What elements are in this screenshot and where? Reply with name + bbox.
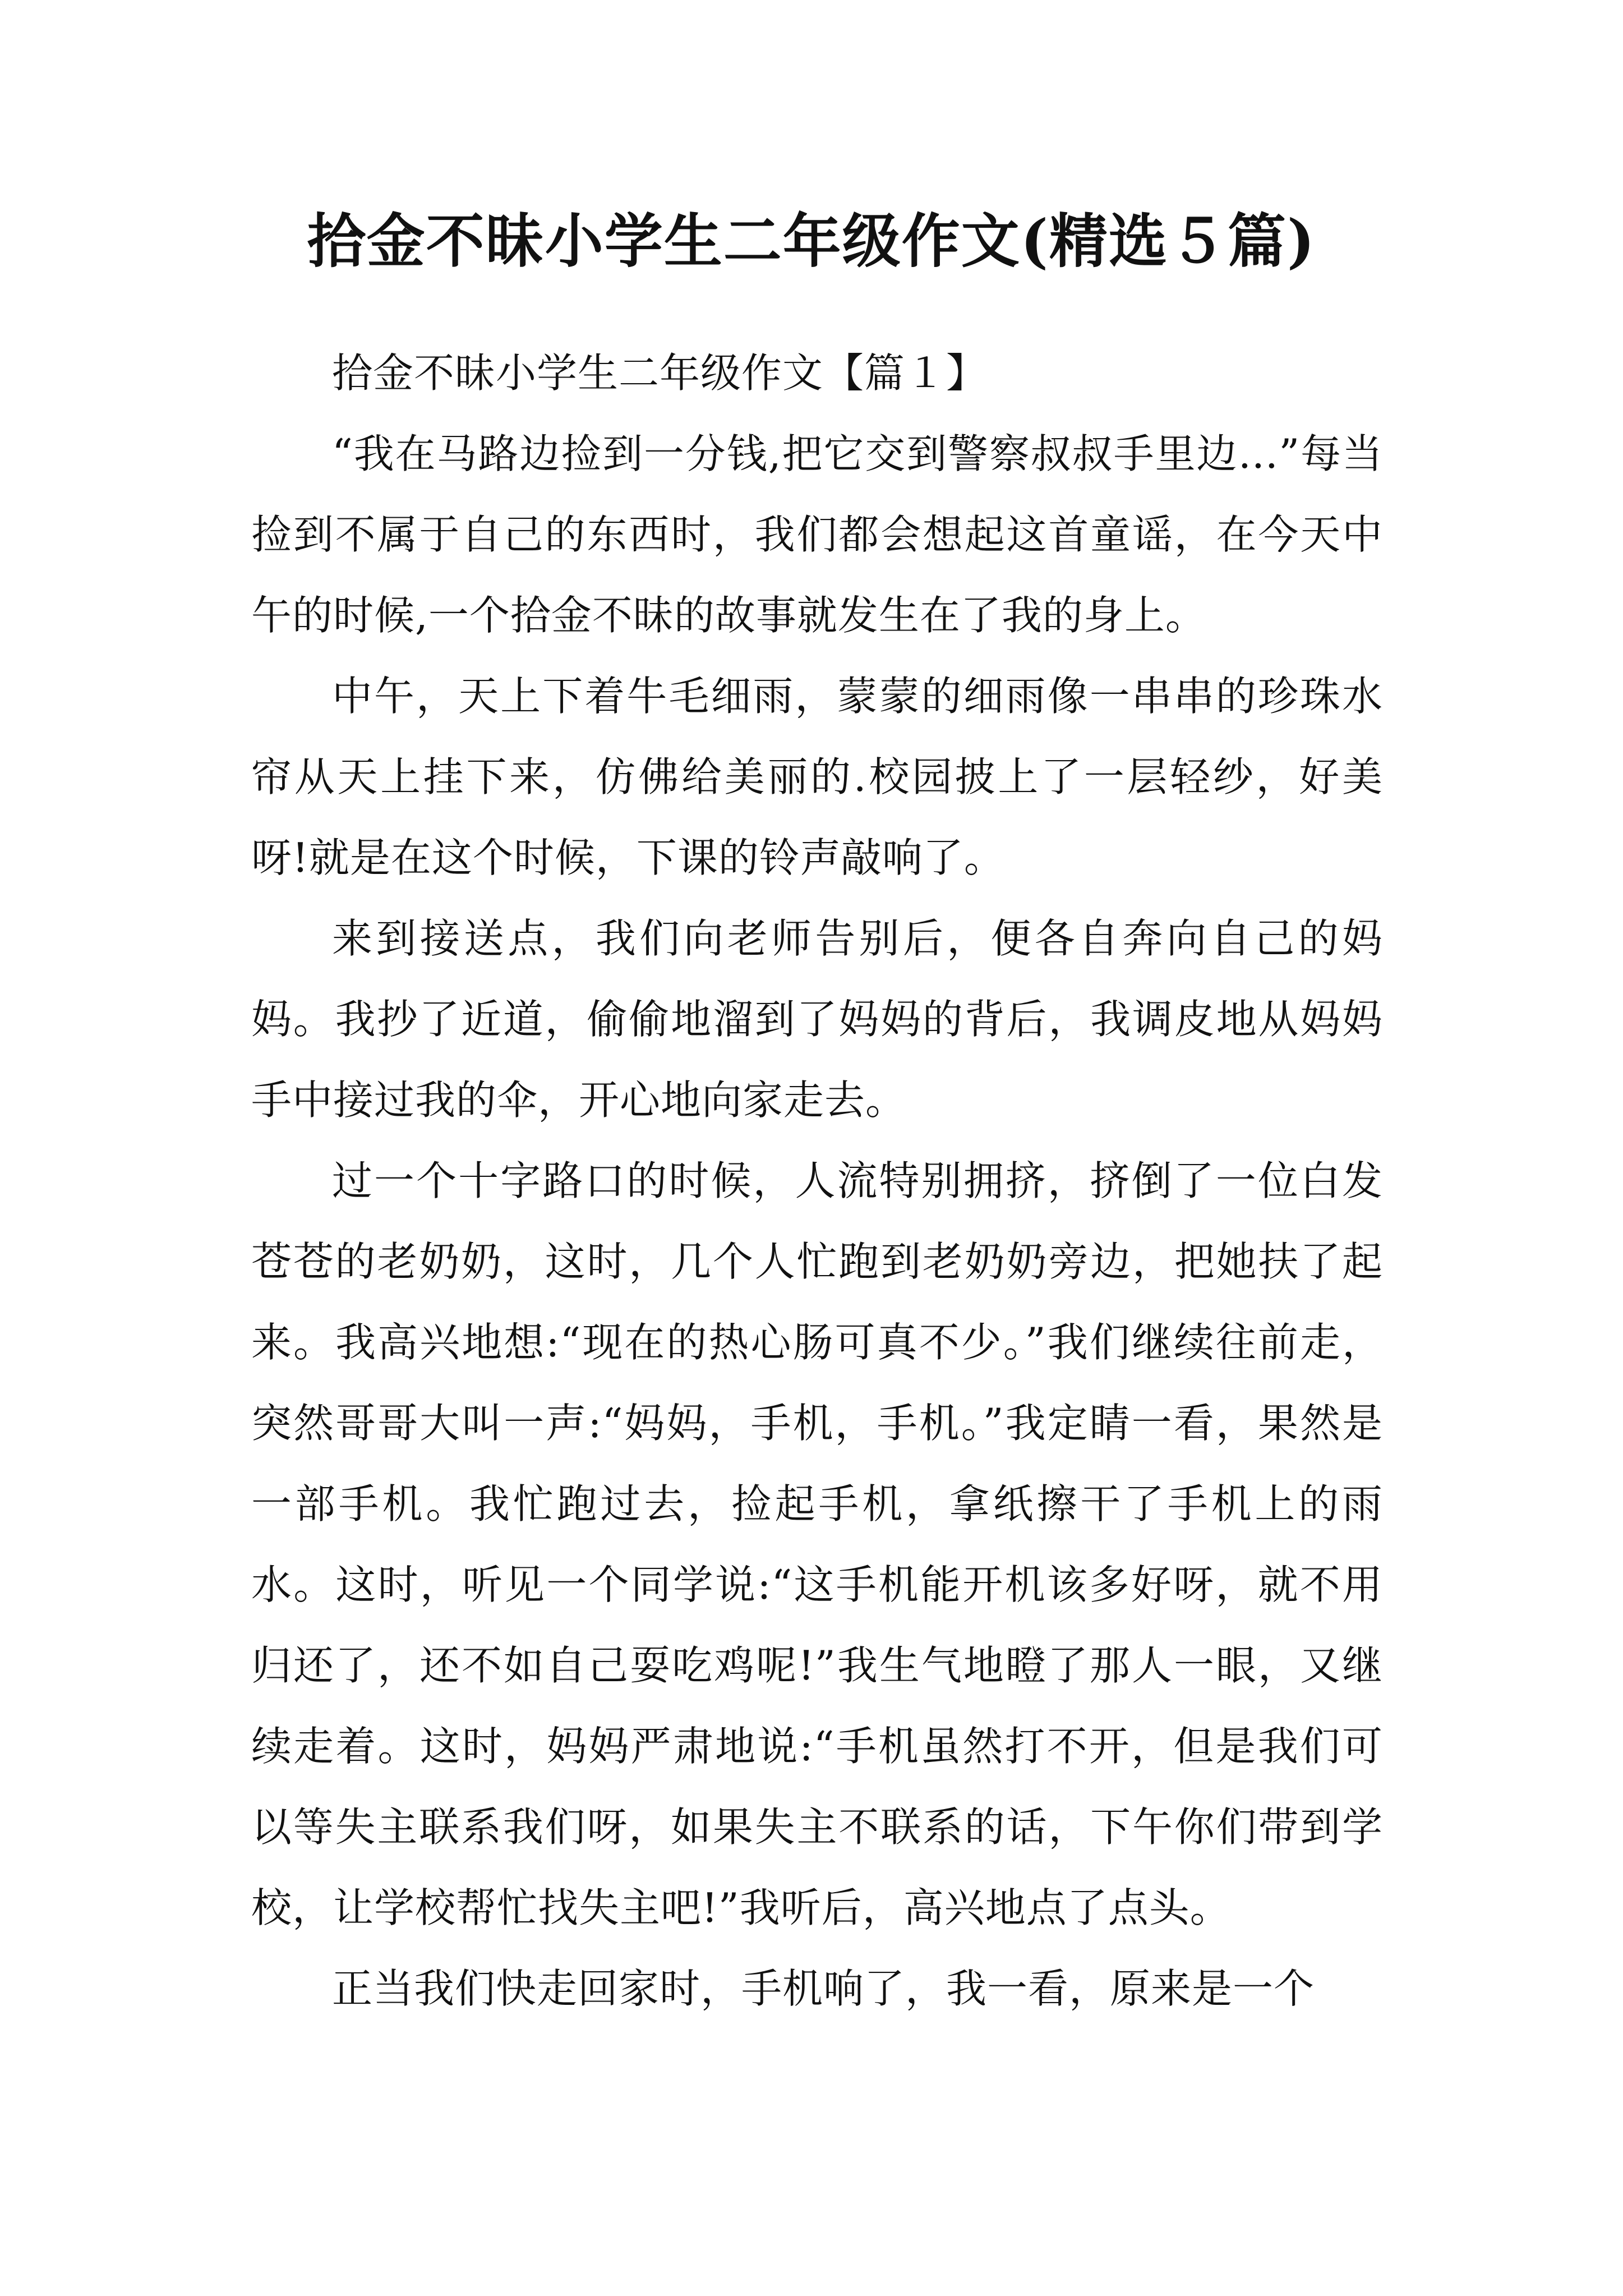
paragraph: “我在马路边捡到一分钱,把它交到警察叔叔手里边…”每当捡到不属于自己的东西时，我们都会想起这首童谣，在今天中午的时候,一个拾金不昧的故事就发生在了我的身上。: [251, 430, 1383, 639]
paragraph: 正当我们快走回家时，手机响了，我一看，原来是一个: [332, 1965, 1315, 2012]
paragraph: 中午，天上下着牛毛细雨，蒙蒙的细雨像一串串的珍珠水帘从天上挂下来，仿佛给美丽的.校园披上了一层轻纱，好美呀!就是在这个时候，下课的铃声敲响了。: [251, 673, 1383, 881]
document-title: 拾金不昧小学生二年级作文(精选５篇): [307, 206, 1316, 275]
section-heading: 拾金不昧小学生二年级作文【篇１】: [332, 349, 988, 397]
document-body: [251, 333, 1383, 2029]
paragraph: 过一个十字路口的时候，人流特别拥挤，挤倒了一位白发苍苍的老奶奶，这时，几个人忙跑到老奶奶旁边，把她扶了起来。我高兴地想:“现在的热心肠可真不少。”我们继续往前走，突然哥哥大叫一声:“妈妈，手机，手机。”我定睛一看，果然是一部手机。我忙跑过去，捡起手机，拿纸擦干了手机上的雨水。这时，听见一个同学说:“这手机能开机该多好呀，就不用归还了，还不如自己耍吃鸡呢!”我生气地瞪了那人一眼，又继续走着。这时，妈妈严肃地说:“手机虽然打不开，但是我们可以等失主联系我们呀，如果失主不联系的话，下午你们带到学校，让学校帮忙找失主吧!”我听后，高兴地点了点头。: [251, 1157, 1383, 1931]
paragraph: 来到接送点，我们向老师告别后，便各自奔向自己的妈妈。我抄了近道，偷偷地溜到了妈妈的背后，我调皮地从妈妈手中接过我的伞，开心地向家走去。: [251, 915, 1383, 1124]
